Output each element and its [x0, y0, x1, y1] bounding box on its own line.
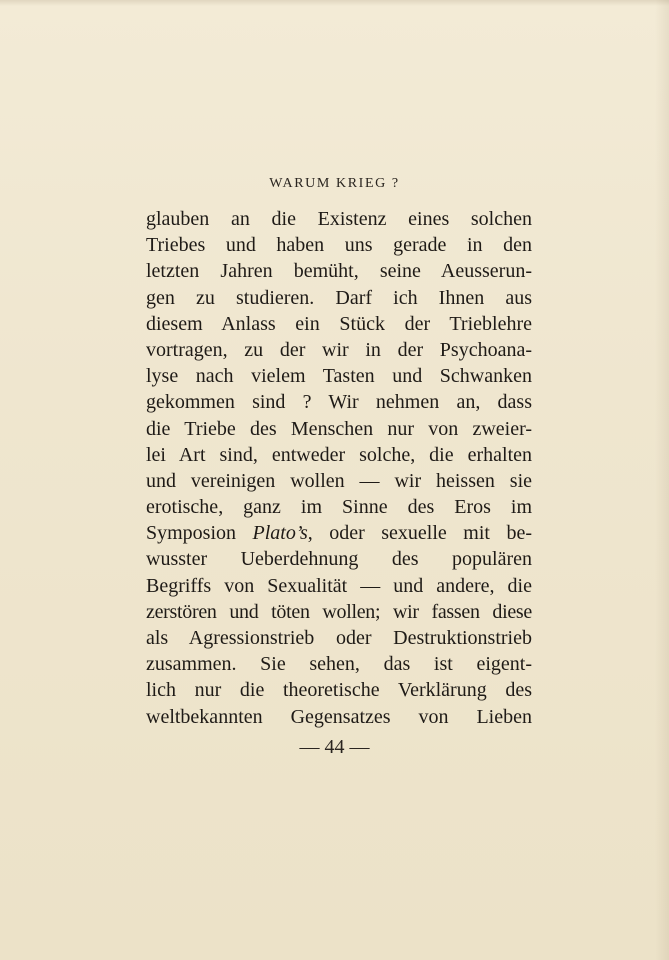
- text-line-15: Begriffs von Sexualität — und andere, die: [146, 574, 532, 597]
- running-head: WARUM KRIEG ?: [269, 176, 400, 191]
- text-line-9: die Triebe des Menschen nur von zweier-: [146, 417, 532, 440]
- text-line-14: wusster Ueberdehnung des populären: [146, 548, 532, 571]
- body-text: [146, 206, 532, 730]
- text-line-1: glauben an die Existenz eines solchen: [146, 208, 532, 230]
- text-line-4: gen zu studieren. Darf ich Ihnen aus: [146, 286, 532, 309]
- text-line-10: lei Art sind, entweder solche, die erhalten: [146, 443, 532, 466]
- text-line-16: zerstören und töten wollen; wir fassen diese: [146, 600, 532, 623]
- text-line-12: erotische, ganz im Sinne des Eros im: [146, 496, 532, 519]
- text-line-18: zusammen. Sie sehen, das ist eigent-: [146, 653, 532, 676]
- text-line-8: gekommen sind ? Wir nehmen an, dass: [146, 391, 532, 414]
- text-line-19: lich nur die theoretische Verklärung des: [146, 679, 532, 702]
- page-right-edge-shadow: [655, 0, 669, 960]
- page-top-edge-shadow: [0, 0, 669, 6]
- text-line-17: als Agressionstrieb oder Destruktionstrieb: [146, 627, 532, 649]
- page-number: — 44 —: [299, 736, 370, 758]
- text-line-11: und vereinigen wollen — wir heissen sie: [146, 469, 532, 492]
- text-line-7: lyse nach vielem Tasten und Schwanken: [146, 365, 532, 388]
- text-line-13-before: Symposion: [146, 522, 253, 545]
- text-line-2: Triebes und haben uns gerade in den: [146, 234, 532, 257]
- text-line-13-after: , oder sexuelle mit be-: [307, 522, 532, 545]
- text-line-13-italic: Plato’s: [252, 522, 308, 545]
- text-line-13: [146, 520, 532, 546]
- text-line-5: diesem Anlass ein Stück der Trieblehre: [146, 312, 532, 335]
- text-line-6: vortragen, zu der wir in der Psychoana-: [146, 338, 532, 361]
- text-line-20: weltbekannten Gegensatzes von Lieben: [146, 705, 532, 728]
- text-line-3: letzten Jahren bemüht, seine Aeusserun-: [146, 260, 532, 283]
